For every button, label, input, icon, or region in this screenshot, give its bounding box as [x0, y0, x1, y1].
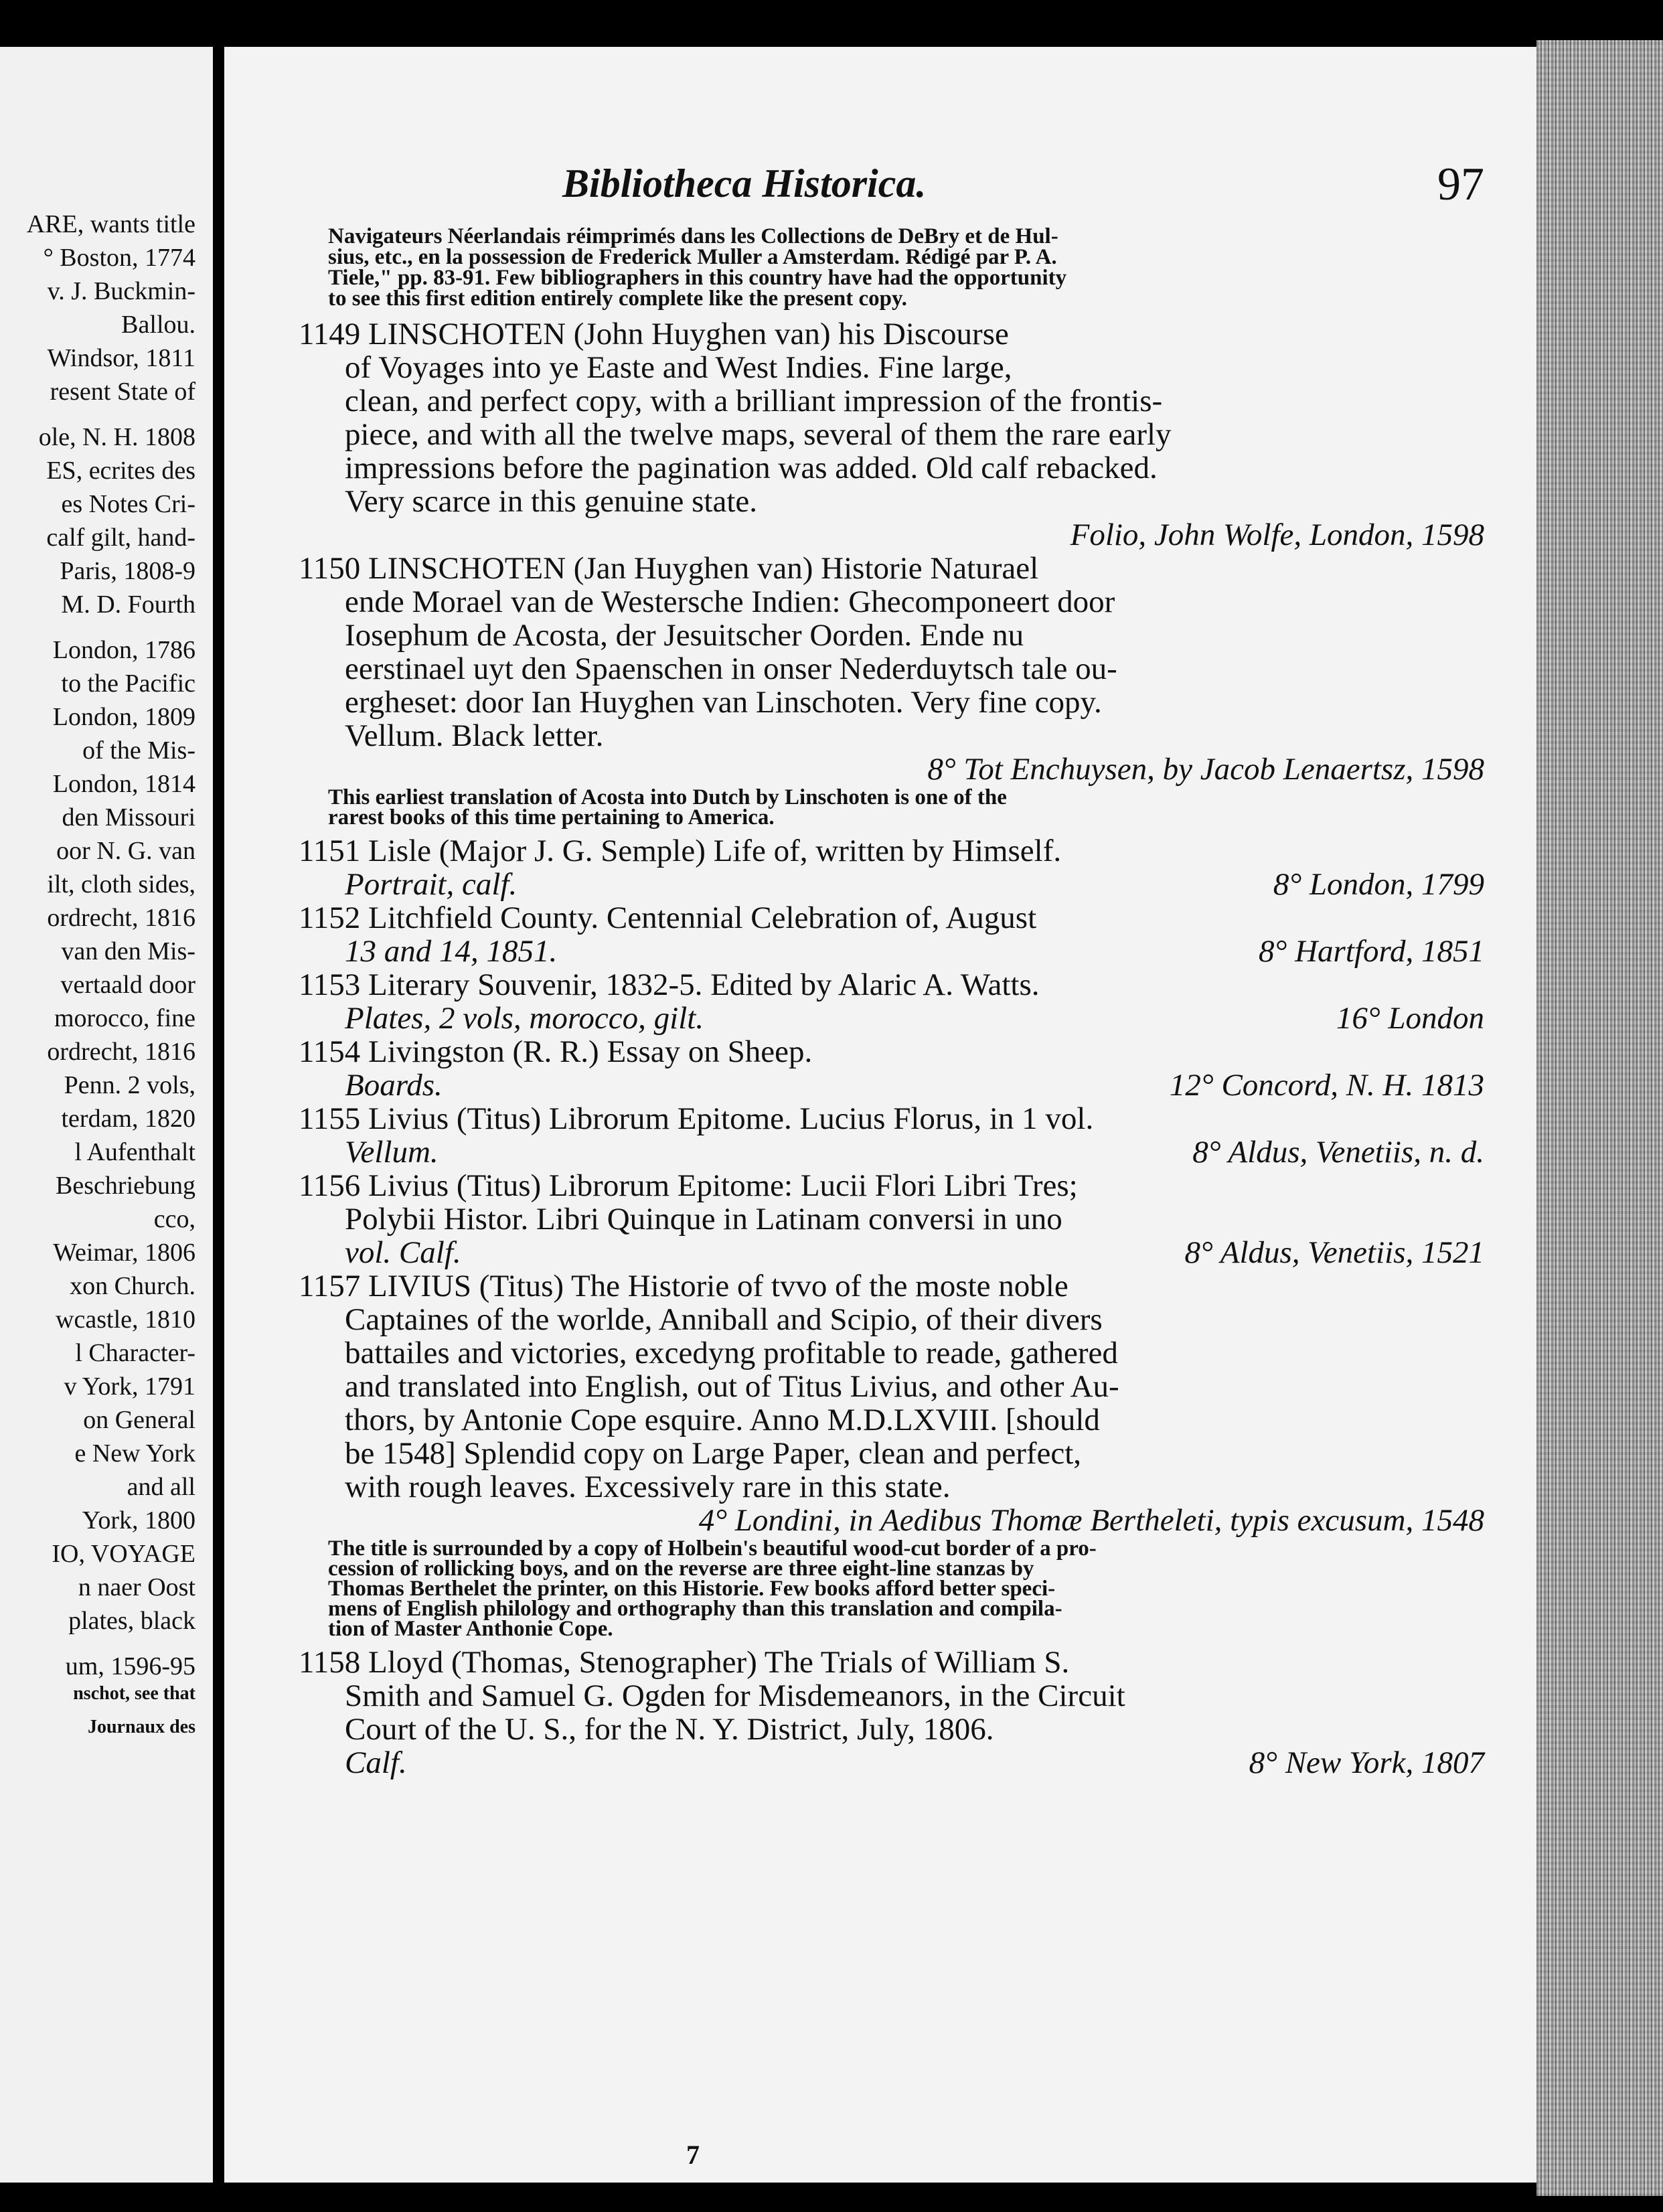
- entry-note-line: cession of rollicking boys, and on the reverse are three eight-line stanzas by: [328, 1557, 1034, 1581]
- entry-line: [299, 317, 1009, 351]
- facing-page-line: London, 1786: [52, 636, 195, 664]
- facing-page-line: n naer Oost: [78, 1573, 195, 1601]
- facing-page-line: morocco, fine: [54, 1004, 195, 1032]
- entry-line: Vellum. Black letter.: [345, 718, 604, 753]
- entry-number: 1155: [299, 1101, 369, 1136]
- entry-line: and translated into English, out of Titus Livius, and other Au-: [345, 1369, 1119, 1404]
- entry-imprint-note: Vellum.: [345, 1135, 439, 1170]
- facing-page-line: Penn. 2 vols,: [64, 1071, 195, 1099]
- entry-line: [299, 1646, 1069, 1679]
- signature-mark: 7: [686, 2140, 700, 2170]
- entry-imprint-note: Boards.: [345, 1068, 443, 1103]
- facing-page-line: M. D. Fourth: [61, 590, 195, 619]
- entry-number: 1151: [299, 834, 369, 868]
- facing-page-line: Journaux des: [87, 1717, 195, 1737]
- entry-line: battailes and victories, excedyng profitable to reade, gathered: [345, 1336, 1118, 1370]
- entry-text: Literary Souvenir, 1832-5. Edited by Alaric A. Watts.: [368, 967, 1040, 1002]
- entry-note-line: Thomas Berthelet the printer, on this Historie. Few books afford better speci-: [328, 1577, 1056, 1601]
- facing-page-line: calf gilt, hand-: [46, 524, 195, 552]
- entry-note-line: tion of Master Anthonie Cope.: [328, 1617, 613, 1641]
- facing-page-line: plates, black: [68, 1607, 195, 1635]
- facing-page-line: Beschriebung: [56, 1172, 195, 1200]
- facing-page-line: v York, 1791: [64, 1372, 195, 1401]
- facing-page-line: resent State of: [50, 378, 195, 406]
- facing-page-line: l Aufenthalt: [74, 1138, 195, 1166]
- entry-line: [299, 1169, 1078, 1202]
- facing-page-line: wcastle, 1810: [56, 1306, 195, 1334]
- facing-page-line: xon Church.: [70, 1272, 195, 1300]
- entry-line: impressions before the pagination was added. Old calf rebacked.: [345, 451, 1158, 485]
- entry-text: Livius (Titus) Librorum Epitome. Lucius Florus, in 1 vol.: [368, 1101, 1094, 1136]
- intro-note-line: sius, etc., en la possession de Frederick Muller a Amsterdam. Rédigé par P. A.: [328, 245, 1057, 269]
- entry-line: Iosephum de Acosta, der Jesuitscher Oorden. Ende nu: [345, 618, 1024, 653]
- facing-page-line: terdam, 1820: [61, 1105, 195, 1133]
- entry-imprint: 8° Aldus, Venetiis, 1521: [1184, 1235, 1484, 1270]
- facing-page-line: Weimar, 1806: [53, 1239, 195, 1267]
- entry-imprint-note: vol. Calf.: [345, 1235, 461, 1270]
- facing-page-line: IO, VOYAGE: [52, 1540, 195, 1568]
- entry-number: 1157: [299, 1269, 369, 1304]
- facing-page-line: l Character-: [75, 1339, 195, 1367]
- facing-page-line: e New York: [74, 1439, 195, 1468]
- entry-imprint-note: Portrait, calf.: [345, 867, 518, 902]
- entry-line: [299, 901, 1036, 935]
- entry-line: Smith and Samuel G. Ogden for Misdemeanors, in the Circuit: [345, 1678, 1125, 1713]
- entry-line: Polybii Histor. Libri Quinque in Latinam conversi in uno: [345, 1202, 1062, 1237]
- entry-line: [299, 834, 1061, 868]
- entry-text: LIVIUS (Titus) The Historie of tvvo of the moste noble: [368, 1269, 1068, 1304]
- entry-text: Livingston (R. R.) Essay on Sheep.: [368, 1034, 813, 1069]
- entry-number: 1158: [299, 1645, 369, 1680]
- facing-page-line: to the Pacific: [61, 669, 195, 698]
- page-edges: [1536, 40, 1663, 2196]
- entry-text: Lloyd (Thomas, Stenographer) The Trials of William S.: [368, 1645, 1070, 1680]
- entry-imprint: 8° New York, 1807: [1249, 1745, 1484, 1780]
- facing-page-line: Ballou.: [121, 311, 195, 339]
- entry-imprint: 16° London: [1336, 1001, 1484, 1036]
- page-number: 97: [1437, 159, 1484, 210]
- entry-number: 1156: [299, 1168, 369, 1203]
- book-gutter: [213, 0, 224, 2212]
- facing-page-line: London, 1814: [52, 770, 195, 798]
- facing-page: [0, 47, 213, 2183]
- entry-line: [299, 1035, 812, 1069]
- facing-page-line: London, 1809: [52, 703, 195, 731]
- entry-line: eerstinael uyt den Spaenschen in onser Nederduytsch tale ou-: [345, 651, 1117, 686]
- facing-page-line: nschot, see that: [73, 1683, 195, 1704]
- facing-page-line: ordrecht, 1816: [47, 904, 195, 932]
- facing-page-line: ARE, wants title: [26, 210, 195, 238]
- intro-note-line: Navigateurs Néerlandais réimprimés dans les Collections de DeBry et de Hul-: [328, 224, 1058, 248]
- facing-page-line: and all: [127, 1473, 195, 1501]
- entry-line: clean, and perfect copy, with a brilliant impression of the frontis-: [345, 384, 1163, 418]
- entry-line: ergheset: door Ian Huyghen van Linschoten. Very fine copy.: [345, 685, 1102, 720]
- entry-imprint-note: Calf.: [345, 1745, 407, 1780]
- entry-imprint-note: 13 and 14, 1851.: [345, 934, 558, 969]
- entry-line: of Voyages into ye Easte and West Indies. Fine large,: [345, 350, 1012, 385]
- entry-number: 1150: [299, 551, 369, 586]
- facing-page-line: of the Mis-: [82, 736, 195, 765]
- facing-page-line: ES, ecrites des: [46, 457, 195, 485]
- entry-text: Lisle (Major J. G. Semple) Life of, written by Himself.: [368, 834, 1062, 868]
- facing-page-line: um, 1596-95: [65, 1652, 195, 1680]
- intro-note-line: to see this first edition entirely complete like the present copy.: [328, 287, 907, 311]
- facing-page-line: on General: [83, 1406, 195, 1434]
- entry-number: 1154: [299, 1034, 369, 1069]
- facing-page-line: van den Mis-: [61, 937, 195, 965]
- entry-text: Livius (Titus) Librorum Epitome: Lucii Flori Libri Tres;: [368, 1168, 1078, 1203]
- entry-imprint: 8° Hartford, 1851: [1259, 934, 1484, 969]
- facing-page-line: den Missouri: [62, 803, 195, 832]
- intro-note-line: Tiele," pp. 83-91. Few bibliographers in this country have had the opportunity: [328, 266, 1067, 290]
- facing-page-line: ilt, cloth sides,: [47, 870, 195, 898]
- entry-line: ende Morael van de Westersche Indien: Ghecomponeert door: [345, 584, 1115, 619]
- entry-line: piece, and with all the twelve maps, several of them the rare early: [345, 417, 1172, 452]
- facing-page-line: oor N. G. van: [56, 837, 195, 865]
- entry-imprint: Folio, John Wolfe, London, 1598: [1070, 518, 1484, 552]
- entry-imprint: 8° Aldus, Venetiis, n. d.: [1192, 1135, 1484, 1170]
- entry-line: Very scarce in this genuine state.: [345, 484, 758, 519]
- entry-text: Litchfield County. Centennial Celebration of, August: [368, 900, 1037, 935]
- entry-line: [299, 1102, 1093, 1135]
- entry-line: [299, 1269, 1068, 1303]
- entry-text: LINSCHOTEN (Jan Huyghen van) Historie Naturael: [368, 551, 1039, 586]
- entry-line: be 1548] Splendid copy on Large Paper, clean and perfect,: [345, 1436, 1082, 1471]
- running-head-title: Bibliotheca Historica.: [562, 161, 927, 206]
- facing-page-line: York, 1800: [82, 1506, 195, 1534]
- entry-line: [299, 552, 1038, 585]
- facing-page-line: ordrecht, 1816: [47, 1038, 195, 1066]
- entry-imprint: 12° Concord, N. H. 1813: [1169, 1068, 1484, 1103]
- entry-number: 1153: [299, 967, 369, 1002]
- catalog-page: [224, 47, 1536, 2183]
- entry-note-line: rarest books of this time pertaining to America.: [328, 805, 775, 830]
- facing-page-line: Windsor, 1811: [47, 344, 195, 372]
- facing-page-line: vertaald door: [60, 971, 195, 999]
- entry-number: 1149: [299, 317, 369, 351]
- facing-page-line: Paris, 1808-9: [60, 557, 195, 585]
- entry-line: with rough leaves. Excessively rare in this state.: [345, 1470, 951, 1504]
- entry-line: Court of the U. S., for the N. Y. District, July, 1806.: [345, 1712, 994, 1747]
- entry-note-line: This earliest translation of Acosta into Dutch by Linschoten is one of the: [328, 785, 1007, 809]
- entry-line: thors, by Antonie Cope esquire. Anno M.D.LXVIII. [should: [345, 1403, 1100, 1437]
- entry-line: [299, 968, 1039, 1002]
- facing-page-line: cco,: [153, 1205, 195, 1233]
- entry-imprint: 8° London, 1799: [1273, 867, 1484, 902]
- facing-page-line: ° Boston, 1774: [43, 244, 195, 272]
- running-head: [224, 161, 1536, 221]
- entry-line: Captaines of the worlde, Anniball and Scipio, of their divers: [345, 1302, 1103, 1337]
- entry-text: LINSCHOTEN (John Huyghen van) his Discourse: [368, 317, 1009, 351]
- entry-note-line: The title is surrounded by a copy of Holbein's beautiful wood-cut border of a pro-: [328, 1536, 1097, 1561]
- entry-imprint-note: Plates, 2 vols, morocco, gilt.: [345, 1001, 704, 1036]
- facing-page-line: ole, N. H. 1808: [38, 423, 195, 451]
- entry-imprint: 8° Tot Enchuysen, by Jacob Lenaertsz, 1598: [927, 752, 1484, 787]
- entry-imprint: 4° Londini, in Aedibus Thomæ Bertheleti, typis excusum, 1548: [698, 1503, 1484, 1538]
- facing-page-line: es Notes Cri-: [61, 490, 195, 518]
- entry-note-line: mens of English philology and orthography than this translation and compila-: [328, 1597, 1062, 1621]
- facing-page-line: v. J. Buckmin-: [47, 277, 195, 305]
- entry-number: 1152: [299, 900, 369, 935]
